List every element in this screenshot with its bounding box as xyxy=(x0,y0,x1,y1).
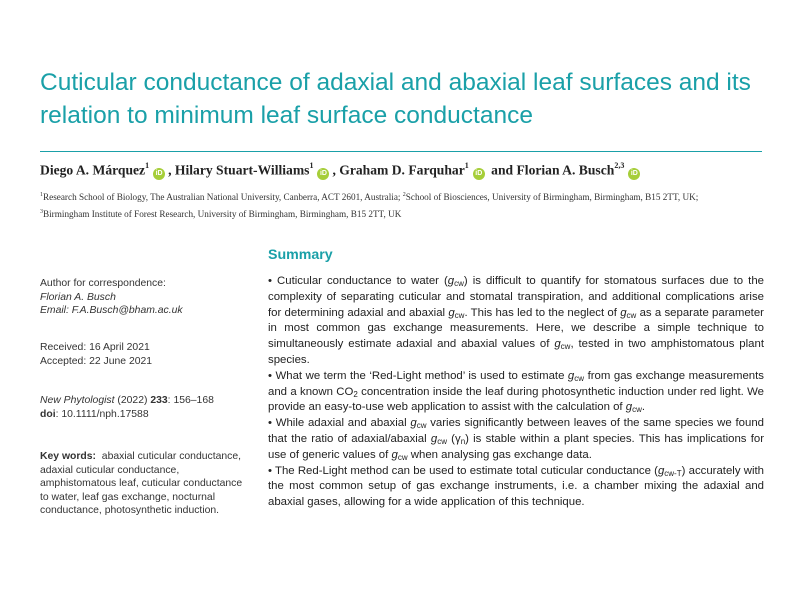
affiliation-number: 1 xyxy=(40,192,43,198)
author-name[interactable]: Florian A. Busch xyxy=(516,162,615,178)
author-separator: , xyxy=(332,162,340,178)
affiliation-marker: 1 xyxy=(464,161,469,170)
affiliation-number: 2 xyxy=(402,192,406,198)
affiliations-line-2 xyxy=(40,209,401,219)
affiliation-marker: 2,3 xyxy=(614,161,625,170)
author-list xyxy=(40,162,643,180)
keywords-line: conductance, photosynthetic induction. xyxy=(40,505,220,516)
affiliation-marker: 1 xyxy=(145,161,150,170)
summary-bullet-1: • Cuticular conductance to water $(g_{cw})$ is difficult to quantify for stomatous surfaces due to the complexity of separating cuticular and stomatal transpiration, and additional complications arise for determining adaxial and abaxial $g_{cw}$. This has led to the neglect of $g_{cw}$ as a separate parameter in most common gas exchange measurements. Here, we describe a simple technique to simultaneously estimate adaxial and abaxial values of $g_{cw}$, tested in two amphistomatous plant species. xyxy=(268,275,764,366)
doi-label: doi xyxy=(40,408,56,420)
keywords-line: abaxial cuticular conductance, xyxy=(101,451,241,462)
affiliation-text: School of Biosciences, University of Birmingham, Birmingham, B15 2TT, UK; xyxy=(405,192,699,203)
orcid-icon[interactable]: iD xyxy=(473,168,485,180)
correspondence-name: Florian A. Busch xyxy=(40,291,116,303)
doi-value[interactable]: : 10.1111/nph.17588 xyxy=(55,408,149,420)
journal-citation xyxy=(40,394,260,408)
title-line-1: Cuticular conductance of adaxial and abaxial leaf surfaces and its xyxy=(40,69,751,96)
article-title xyxy=(40,66,780,132)
author-conjunction: and xyxy=(491,162,517,178)
citation-block xyxy=(40,394,260,421)
title-line-2: relation to minimum leaf surface conductance xyxy=(40,102,533,129)
affiliation-marker: 1 xyxy=(309,161,314,170)
keywords-line: adaxial cuticular conductance, xyxy=(40,464,180,476)
summary-heading: Summary xyxy=(268,247,333,263)
orcid-icon[interactable]: iD xyxy=(628,168,640,180)
affiliations-line-1 xyxy=(40,192,698,202)
orcid-icon[interactable]: iD xyxy=(153,168,165,180)
affiliation-number: 3 xyxy=(40,209,43,215)
affiliation-text: Research School of Biology, The Australian National University, Canberra, ACT 2601, Australia; xyxy=(43,192,403,203)
affiliation-text: Birmingham Institute of Forest Research, University of Birmingham, Birmingham, B15 2TT, UK xyxy=(43,209,402,220)
keywords-line: to water, leaf gas exchange, nocturnal xyxy=(40,491,216,503)
keywords-line: amphistomatous leaf, cuticular conductance xyxy=(40,478,243,489)
journal-pages: : 156–168 xyxy=(167,395,214,406)
dates-block xyxy=(40,341,260,368)
author-separator: , xyxy=(168,162,175,178)
correspondence-block xyxy=(40,277,260,318)
summary-bullet-2: • What we term the ‘Red-Light method’ is used to estimate $g_{cw}$ from gas exchange measurements and a known $CO_2$ concentration inside the leaf during photosynthetic induction under red light. We provide an easy-to-use web application to assist with the calculation of $g_{cw}$. xyxy=(268,369,764,415)
author-name[interactable]: Diego A. Márquez xyxy=(40,162,146,178)
accepted-date: Accepted: 22 June 2021 xyxy=(40,355,153,367)
author-name[interactable]: Hilary Stuart-Williams xyxy=(174,162,310,178)
author-name[interactable]: Graham D. Farquhar xyxy=(339,162,465,178)
journal-year: (2022) xyxy=(114,395,151,406)
correspondence-label: Author for correspondence: xyxy=(40,278,166,289)
journal-name: New Phytologist xyxy=(40,395,115,406)
summary-bullet-3: • While adaxial and abaxial $g_{cw}$ varies significantly between leaves of the same species we found that the ratio of adaxial/abaxial $g_{cw}$ $(\gamma_n)$ is stable within a plant species. This has implications for use of generic values of $g_{cw}$ when analysing gas exchange data. xyxy=(268,417,764,462)
received-date: Received: 16 April 2021 xyxy=(40,342,150,353)
doi-line xyxy=(40,408,260,422)
summary-bullet-4: • The Red-Light method can be used to estimate total cuticular conductance $(g_{cw-T})$ accurately with the most common setup of gas exchange instruments, i.e. a chamber mixing the adaxial and abaxial gases, allowing for a wide application of this technique. xyxy=(268,464,764,509)
journal-volume: 233 xyxy=(150,395,168,406)
orcid-icon[interactable]: iD xyxy=(317,168,329,180)
summary-body xyxy=(268,274,764,511)
keywords-label: Key words: xyxy=(40,451,97,462)
title-divider xyxy=(40,151,762,152)
keywords-block xyxy=(40,450,260,518)
correspondence-email[interactable]: Email: F.A.Busch@bham.ac.uk xyxy=(40,305,183,316)
